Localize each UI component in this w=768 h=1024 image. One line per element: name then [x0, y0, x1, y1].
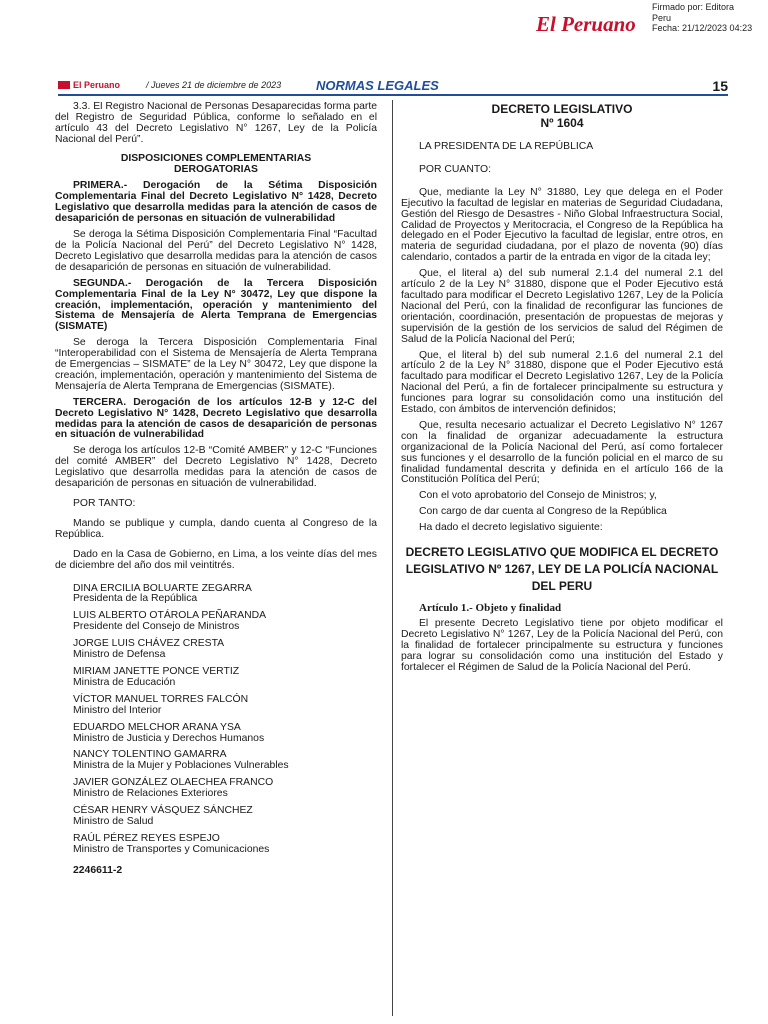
- signature-line: Fecha: 21/12/2023 04:23: [652, 23, 753, 33]
- considerando: Que, el literal b) del sub numeral 2.1.6 del numeral 2.1 del artículo 2 de la Ley N° 31880, dispone que el Poder Ejecutivo está facultado para modificar el Decreto Legislativo 1267, Ley de la Policía Nacional del Perú, a fin de fortalecer principalmente su estructura y funciones para lograr su consolidación como una institución del Estado, con ámbitos de intervención definidos;: [401, 349, 723, 416]
- signatory: [73, 723, 377, 745]
- clause-lead: SEGUNDA.- Derogación de la Tercera Disposición Complementaria Final de la Ley N° 30472, Ley que dispone la creación, implementación, operación y mantenimiento del Sistema de Mensajería de Alerta Temprana de Emergencias (SISMATE): [55, 277, 377, 333]
- signatory: [73, 611, 377, 633]
- considerando: Que, mediante la Ley N° 31880, Ley que delega en el Poder Ejecutivo la facultad de legislar en materias de Seguridad Ciudadana, Gestión del Riesgo de Desastres - Niño Global Infraestructura Social, Calidad de Proyectos y Meritocracia, el Congreso de la República ha delegado en el Poder Ejecutivo la facultad de legislar, entre otros, en materia de seguridad ciudadana, por el plazo de noventa (90) días calendario, contados a partir de la entrada en vigor de la citada ley;: [401, 186, 723, 264]
- column-divider: [392, 100, 393, 1016]
- signatory-name: DINA ERCILIA BOLUARTE ZEGARRA: [73, 582, 252, 594]
- signatory: [73, 778, 377, 800]
- signatory: [73, 667, 377, 689]
- signatory-role: Presidenta de la República: [73, 593, 198, 605]
- decree-title: [401, 102, 723, 130]
- signatory-name: JAVIER GONZÁLEZ OLAECHEA FRANCO: [73, 777, 274, 789]
- heading-line: DEROGATORIAS: [174, 163, 258, 175]
- paragraph: Con el voto aprobatorio del Consejo de Ministros; y,: [419, 490, 657, 502]
- considerando: Que, resulta necesario actualizar el Decreto Legislativo N° 1267 con la finalidad de organizar adecuadamente la estructura organizacional de la Policía Nacional del Perú, así como fortalecer sus funciones y el desarrollo de la función policial en el marco de su finalidad fundamental descrita y definida en el artículo 166 de la Constitución Política del Perú;: [401, 419, 723, 486]
- paragraph: LA PRESIDENTA DE LA REPÚBLICA: [419, 141, 594, 152]
- peru-shield-icon: [58, 81, 70, 89]
- section-heading: [55, 154, 377, 176]
- paragraph: Se deroga la Tercera Disposición Complementaria Final “Interoperabilidad con el Sistema de Mensajería de Alerta Temprana de Emergencias – SISMATE” de la Ley N° 30472, Ley que dispone la creación, implementación, operación y mantenimiento del Sistema de Mensajería de Alerta Temprana de Emergencias (SISMATE).: [55, 337, 377, 392]
- page-header: [58, 78, 728, 96]
- signatory-name: RAÚL PÉREZ REYES ESPEJO: [73, 832, 220, 844]
- signature-line: Peru: [652, 12, 672, 23]
- considerando: Que, el literal a) del sub numeral 2.1.4 del numeral 2.1 del artículo 2 de la Ley N° 31880, dispone que el Poder Ejecutivo está facultado para modificar el Decreto Legislativo 1267, Ley de la Policía Nacional del Perú, con la finalidad de reconfigurar las funciones de orientación, coordinación, presentación de propuestas de mejoras y supervisión de la gestión de los servicios de salud del Régimen de Salud de la Policía Nacional del Perú;: [401, 268, 723, 345]
- signatory-name: JORGE LUIS CHÁVEZ CRESTA: [73, 638, 225, 650]
- paragraph: Mando se publique y cumpla, dando cuenta al Congreso de la República.: [55, 517, 377, 540]
- signatory-name: CÉSAR HENRY VÁSQUEZ SÁNCHEZ: [73, 805, 253, 817]
- signatory-role: Ministro del Interior: [73, 704, 162, 716]
- signatory-role: Ministro de Transportes y Comunicaciones: [73, 843, 270, 855]
- article-title: Artículo 1.- Objeto y finalidad: [419, 602, 562, 615]
- clause-lead: PRIMERA.- Derogación de la Sétima Disposición Complementaria Final del Decreto Legislativo N° 1428, Decreto Legislativo que desarrolla medidas para la atención de casos de desaparición de personas en situación de vulnerabilidad: [55, 180, 377, 225]
- signatory-name: VÍCTOR MANUEL TORRES FALCÓN: [73, 693, 249, 705]
- signatory: [73, 639, 377, 661]
- signature-line: Firmado por: Editora: [652, 2, 735, 12]
- signatory: [73, 750, 377, 772]
- digital-signature: [652, 2, 752, 34]
- paragraph: Dado en la Casa de Gobierno, en Lima, a los veinte días del mes de diciembre del año dos mil veintitrés.: [55, 548, 377, 571]
- decree-title-line: DECRETO LEGISLATIVO: [491, 102, 633, 116]
- paragraph: Se deroga la Sétima Disposición Complementaria Final “Facultad de la Policía Nacional del Perú” del Decreto Legislativo N° 1428, Decreto Legislativo que desarrolla medidas para la atención de casos de desaparición de personas en situación de vulnerabilidad.: [55, 229, 377, 273]
- masthead: [0, 0, 768, 76]
- header-brand-label: El Peruano: [73, 80, 121, 90]
- signatory-name: NANCY TOLENTINO GAMARRA: [73, 749, 227, 761]
- signatory-role: Ministro de Relaciones Exteriores: [73, 788, 228, 800]
- signatory-role: Ministro de Defensa: [73, 649, 166, 661]
- paragraph: Con cargo de dar cuenta al Congreso de la República: [419, 506, 667, 518]
- signatory-role: Ministro de Salud: [73, 815, 154, 827]
- signatory-name: EDUARDO MELCHOR ARANA YSA: [73, 721, 241, 733]
- signatory-role: Ministra de Educación: [73, 676, 176, 688]
- signatory: [73, 584, 377, 606]
- page-number: 15: [712, 78, 728, 94]
- paragraph: 3.3. El Registro Nacional de Personas Desaparecidas forma parte del Registro de Seguridad Pública, conforme lo señalado en el artículo 43 del Decreto Legislativo N° 1267, Ley de la Policía Nacional del Perú”.: [55, 102, 377, 145]
- header-brand: [58, 80, 120, 90]
- signatory-name: MIRIAM JANETTE PONCE VERTIZ: [73, 665, 240, 677]
- signatory-role: Ministra de la Mujer y Poblaciones Vulnerables: [73, 760, 289, 772]
- signatory-name: LUIS ALBERTO OTÁROLA PEÑARANDA: [73, 610, 267, 622]
- header-rule: [58, 94, 728, 96]
- law-title: DECRETO LEGISLATIVO QUE MODIFICA EL DECRETO LEGISLATIVO Nº 1267, LEY DE LA POLICÍA NACIONAL DEL PERU: [405, 545, 719, 594]
- el-peruano-logo: El Peruano: [536, 12, 636, 36]
- section-title: NORMAS LEGALES: [316, 78, 439, 93]
- heading-line: DISPOSICIONES COMPLEMENTARIAS: [120, 152, 312, 164]
- signatory: [73, 806, 377, 828]
- paragraph: Ha dado el decreto legislativo siguiente:: [419, 522, 603, 534]
- left-column: [55, 102, 377, 1022]
- signatory: [73, 834, 377, 856]
- por-tanto: POR TANTO:: [73, 498, 136, 509]
- signatory-role: Presidente del Consejo de Ministros: [73, 621, 240, 633]
- header-date: / Jueves 21 de diciembre de 2023: [146, 80, 282, 90]
- signatory: [73, 695, 377, 717]
- paragraph: POR CUANTO:: [419, 163, 491, 175]
- paragraph: Se deroga los artículos 12-B “Comité AMBER” y 12-C “Funciones del comité AMBER” del Decreto Legislativo N° 1428, Decreto Legislativo que desarrolla medidas para la atención de casos de desaparición de personas en situación de vulnerabilidad.: [55, 445, 377, 490]
- publication-code: 2246611-2: [73, 864, 123, 876]
- paragraph: El presente Decreto Legislativo tiene por objeto modificar el Decreto Legislativo N° 1267, Ley de la Policía Nacional del Perú, con la finalidad de fortalecer principalmente su estructura y funciones para lograr su consolidación como una institución del Estado y fortalecer el Régimen de Salud de la Policía Nacional del Perú.: [401, 618, 723, 673]
- clause-lead: TERCERA. Derogación de los artículos 12-B y 12-C del Decreto Legislativo N° 1428, Decreto Legislativo que desarrolla medidas para la atención de casos de desaparición de personas en situación de vulnerabilidad: [55, 396, 377, 441]
- right-column: [401, 102, 723, 1022]
- decree-number: Nº 1604: [540, 116, 584, 130]
- signatory-role: Ministro de Justicia y Derechos Humanos: [73, 732, 265, 744]
